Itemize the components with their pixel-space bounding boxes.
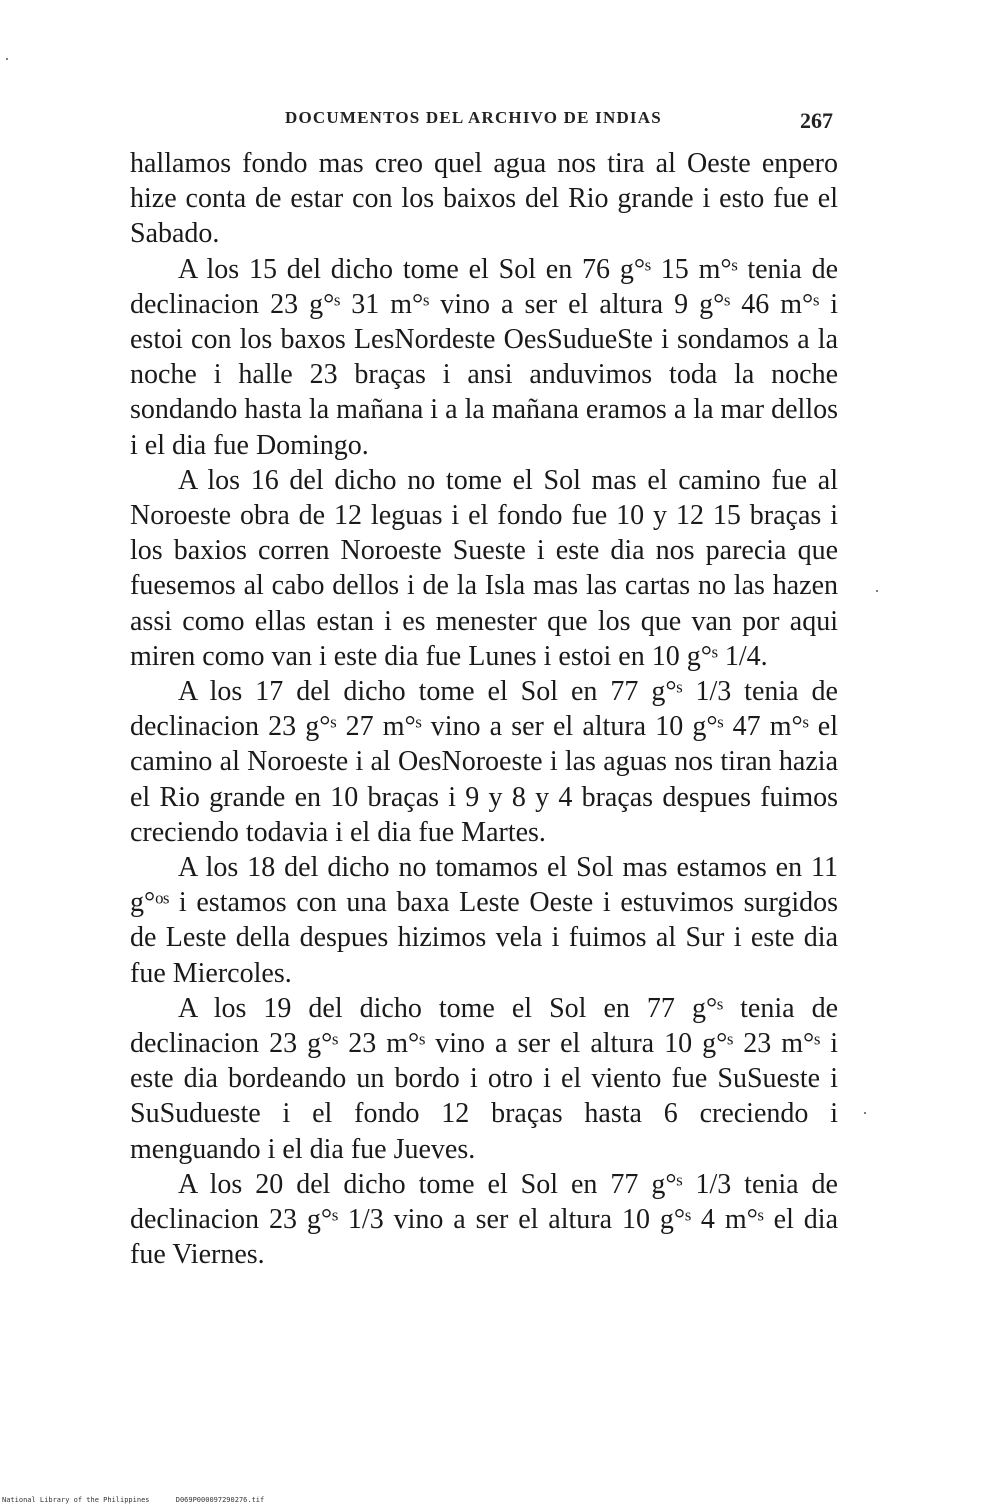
body-text [130, 146, 838, 1273]
scan-speck [876, 590, 878, 592]
running-head [0, 108, 994, 138]
paragraph-day-15: A los 15 del dicho tome el Sol en 76 g°ˢ 15 m°ˢ tenia de declinacion 23 g°ˢ 31 m°ˢ vino a ser el altura 9 g°ˢ 46 m°ˢ i estoi con los baxos LesNordeste OesSudueSte i sondamos a la noche i halle 23 braças i ansi anduvimos toda la noche sondando hasta la mañana i a la mañana eramos a la mar dellos i el dia fue Domingo. [130, 253, 838, 461]
paragraph-day-20: A los 20 del dicho tome el Sol en 77 g°ˢ 1/3 tenia de declinacion 23 g°ˢ 1/3 vino a ser el altura 10 g°ˢ 4 m°ˢ el dia fue Viernes. [130, 1168, 838, 1271]
running-title: DOCUMENTOS DEL ARCHIVO DE INDIAS [285, 108, 662, 127]
paragraph-day-18: A los 18 del dicho no tomamos el Sol mas estamos en 11 g°ᵒˢ i estamos con una baxa Leste Oeste i estuvimos surgidos de Leste della despues hizimos vela i fuimos al Sur i este dia fue Miercoles. [130, 852, 838, 989]
footer-library: National Library of the Philippines [2, 1496, 150, 1504]
footer-file-name: D069P000097290276.tif [175, 1496, 265, 1504]
paragraph-continued: hallamos fondo mas creo quel agua nos tira al Oeste enpero hize conta de estar con los baixos del Rio grande i esto fue el Sabado. [130, 148, 838, 250]
scan-footer [2, 1496, 264, 1504]
page-number: 267 [800, 108, 833, 133]
scan-speck [864, 1112, 866, 1114]
scan-speck [6, 58, 8, 60]
paragraph-day-16: A los 16 del dicho no tome el Sol mas el camino fue al Noroeste obra de 12 leguas i el fondo fue 10 y 12 15 braças i los baxios corren Noroeste Sueste i este dia nos parecia que fuesemos al cabo dellos i de la Isla mas las cartas no las hazen assi como ellas estan i es menester que los que van por aqui miren como van i este dia fue Lunes i estoi en 10 g°ˢ 1/4. [130, 464, 838, 672]
paragraph-day-17: A los 17 del dicho tome el Sol en 77 g°ˢ 1/3 tenia de declinacion 23 g°ˢ 27 m°ˢ vino a ser el altura 10 g°ˢ 47 m°ˢ el camino al Noroeste i al OesNoroeste i las aguas nos tiran hazia el Rio grande en 10 braças i 9 y 8 y 4 braças despues fuimos creciendo todavia i el dia fue Martes. [130, 676, 838, 848]
paragraph-day-19: A los 19 del dicho tome el Sol en 77 g°ˢ tenia de declinacion 23 g°ˢ 23 m°ˢ vino a ser el altura 10 g°ˢ 23 m°ˢ i este dia bordeando un bordo i otro i el viento fue SuSueste i SuSudueste i el fondo 12 braças hasta 6 creciendo i menguando i el dia fue Jueves. [130, 992, 838, 1165]
